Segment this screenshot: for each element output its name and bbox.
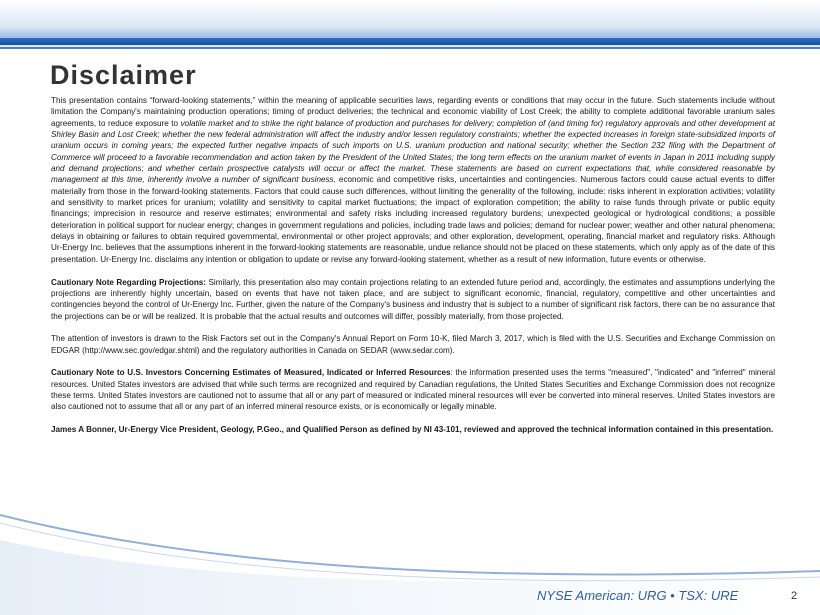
header-stripe	[0, 38, 820, 45]
forward-looking-text-c: economic and competitive risks, uncertainties and contingencies. Numerous factors could cause actual events to differ materially from those in the forward-looking statements. Factors that could cause such differences, without limiting the generality of the following, include: risks inherent in exploration activities; volatility and sensitivity to market prices for uranium; volatility and sensitivity to capital market fluctuations; the impact of exploration competition; the ability to raise funds through private or public equity financings; imprecision in resource and reserve estimates; environmental and safety risks including increased regulatory burdens; unexpected geological or hydrological conditions; a possible deterioration in political support for nuclear energy; changes in government regulations and policies, including trade laws and policies; demand for nuclear power; weather and other natural phenomena; delays in obtaining or failures to obtain required governmental, environmental or other project approvals; and other exploration, development, operating, financial market and regulatory risks. Although Ur-Energy Inc. believes that the assumptions inherent in the forward-looking statements are reasonable, undue reliance should not be placed on these statements, which only apply as of the date of this presentation. Ur-Energy Inc. disclaims any intention or obligation to update or revise any forward-looking statement, whether as a result of new information, future events or otherwise.	[51, 175, 775, 264]
footer-listing: NYSE American: URG • TSX: URE	[537, 588, 739, 603]
forward-looking-text-italic: volatile market and to strike the right balance of production and purchases for delivery; completion of (and timing for) regulatory approvals and other development at Shirley Basin and Lost Creek; whether the new federal administration will affect the industry and/or lessen regulatory constraints; whether the expected increases in foreign state-subsidized imports of uranium occurs in coming years; the expected further negative impacts of such imports on U.S. uranium production and national security; whether the Section 232 filing with the Department of Commerce will proceed to a favorable recommendation and action taken by the President of the United States; the long term effects on the uranium market of events in Japan in 2011 including supply and demand projections; and whether certain prospective catalysts will occur or affect the market. These statements are based on current expectations that, while considered reasonable by management at this time, inherently involve a number of significant business,	[51, 118, 776, 185]
page-title: Disclaimer	[50, 60, 197, 90]
projections-paragraph	[51, 277, 775, 322]
qualified-person-paragraph	[51, 424, 775, 435]
risk-factors-paragraph: The attention of investors is drawn to the Risk Factors set out in the Company's Annual Report on Form 10-K, filed March 3, 2017, which is filed with the U.S. Securities and Exchange Commission on EDGAR (http://www.sec.gov/edgar.shtml) and the regulatory authorities in Canada on SEDAR (www.sedar.com).	[51, 334, 775, 355]
projections-heading: Cautionary Note Regarding Projections:	[51, 277, 207, 287]
projections-text: Similarly, this presentation also may contain projections relating to an extended future period and, accordingly, the estimates and assumptions underlying the projections are inherently highly uncertain, based on events that have not taken place, and are subject to significant economic, financial, regulatory, competitive and other uncertainties and contingencies beyond the control of Ur-Energy Inc. Further, given the nature of the Company's business and industry that is subject to a number of significant risk factors, there can be no assurance that the projections can be or will be realized. It is probable that the actual results and outcomes will differ, possibly materially, from those projected.	[51, 277, 775, 321]
page-number: 2	[791, 590, 798, 602]
forward-looking-paragraph	[51, 95, 775, 265]
resources-heading: Cautionary Note to U.S. Investors Concerning Estimates of Measured, Indicated or Inferred Resources	[51, 368, 451, 378]
forward-looking-text-a: This presentation contains “forward-looking statements,” within the meaning of applicable securities laws, regarding events or conditions that may occur in the future. Such statements include without limitation the Company's maintaining production operations; timing of product deliveries; the technical and economic viability of Lost Creek; the ability to complete additional favorable uranium sales agreements, to reduce exposure to	[51, 96, 775, 128]
disclaimer-body	[51, 95, 775, 447]
resources-paragraph	[51, 367, 775, 412]
resources-text: : the information presented uses the terms "measured", "indicated" and "inferred" mineral resources. United States investors are advised that while such terms are recognized and required by Canadian regulations, the United States Securities and Exchange Commission does not recognize these terms. United States investors are cautioned not to assume that all or any part of measured or indicated mineral resources will ever be converted into mineral reserves. United States investors are also cautioned not to assume that all or any part of an inferred mineral resource exists, or is economically or legally minable.	[51, 368, 775, 412]
qualified-person-text: James A Bonner, Ur-Energy Vice President, Geology, P.Geo., and Qualified Person as defined by NI 43-101, reviewed and approved the technical information contained in this presentation.	[51, 424, 774, 434]
header-stripe-thin	[0, 47, 820, 49]
